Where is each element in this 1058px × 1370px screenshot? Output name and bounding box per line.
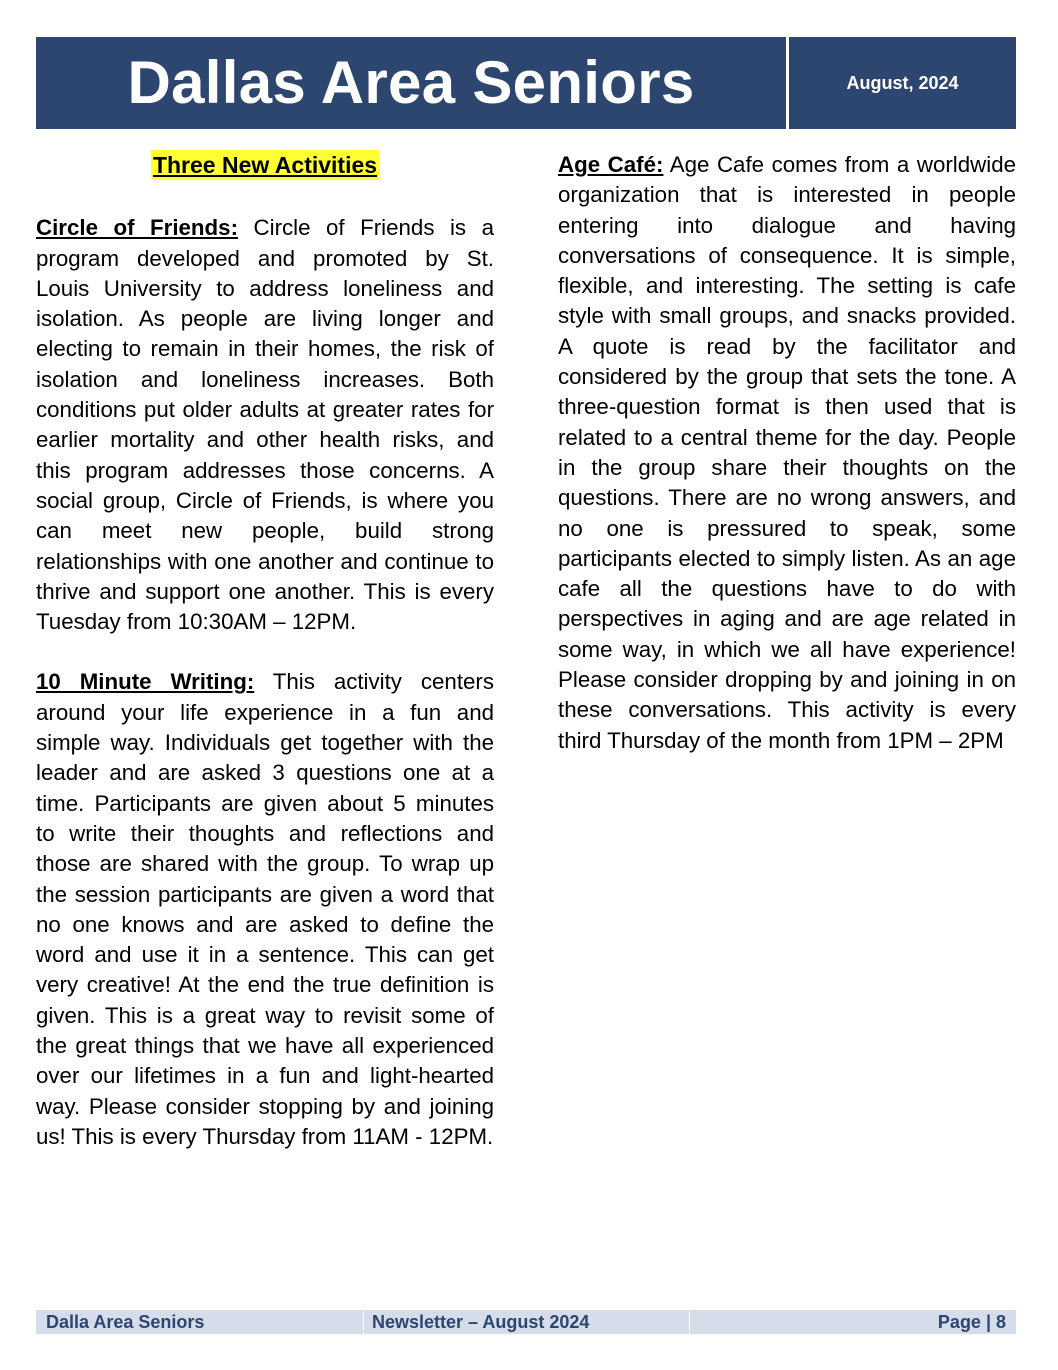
- section-heading: Three New Activities: [152, 152, 378, 178]
- newsletter-banner: [36, 37, 1016, 129]
- left-column: [36, 150, 494, 1152]
- footer-divider: [363, 1310, 364, 1334]
- footer-org-name: Dalla Area Seniors: [46, 1312, 205, 1332]
- activity-age-cafe: [558, 150, 1016, 756]
- activity-title: Circle of Friends:: [36, 215, 238, 241]
- issue-date: August, 2024: [846, 73, 959, 93]
- section-heading-wrap: [36, 150, 494, 181]
- footer-divider: [689, 1310, 690, 1334]
- newsletter-title: Dallas Area Seniors: [127, 49, 695, 116]
- activity-10-minute-writing: [36, 667, 494, 1152]
- footer-newsletter-label: Newsletter – August 2024: [372, 1312, 590, 1332]
- footer-page-number: Page | 8: [937, 1312, 1006, 1332]
- page-footer: [36, 1310, 1016, 1334]
- activity-title: 10 Minute Writing:: [36, 669, 255, 695]
- activity-description: This activity centers around your life experience in a fun and simple way. Individuals get together with the leader and are asked 3 questions one at a time. Participants are given about 5 minutes to write their thoughts and reflections and those are shared with the group. To wrap up the session participants are given a word that no one knows and are asked to define the word and use it in a sentence. This can get very creative! At the end the true definition is given. This is a great way to revisit some of the great things that we have all experienced over our lifetimes in a fun and light-hearted way. Please consider stopping by and joining us! This is every Thursday from 11AM - 12PM.: [36, 669, 494, 1149]
- activity-title: Age Café:: [558, 152, 664, 177]
- activity-circle-of-friends: [36, 213, 494, 637]
- activity-description: Age Cafe comes from a worldwide organization that is interested in people entering into dialogue and having conversations of consequence. It is simple, flexible, and interesting. The setting is cafe style with small groups, and snacks provided. A quote is read by the facilitator and considered by the group that sets the tone. A three-question format is then used that is related to a central theme for the day. People in the group share their thoughts on the questions. There are no wrong answers, and no one is pressured to speak, some participants elected to simply listen. As an age cafe all the questions have to do with perspectives in aging and are age related in some way, in which we all have experience! Please consider dropping by and joining in on these conversations. This activity is every third Thursday of the month from 1PM – 2PM: [558, 152, 1016, 753]
- activity-description: Circle of Friends is a program developed and promoted by St. Louis University to address loneliness and isolation. As people are living longer and electing to remain in their homes, the risk of isolation and loneliness increases. Both conditions put older adults at greater rates for earlier mortality and other health risks, and this program addresses those concerns. A social group, Circle of Friends, is where you can meet new people, build strong relationships with one another and continue to thrive and support one another. This is every Tuesday from 10:30AM – 12PM.: [36, 215, 494, 635]
- right-column: [558, 150, 1016, 756]
